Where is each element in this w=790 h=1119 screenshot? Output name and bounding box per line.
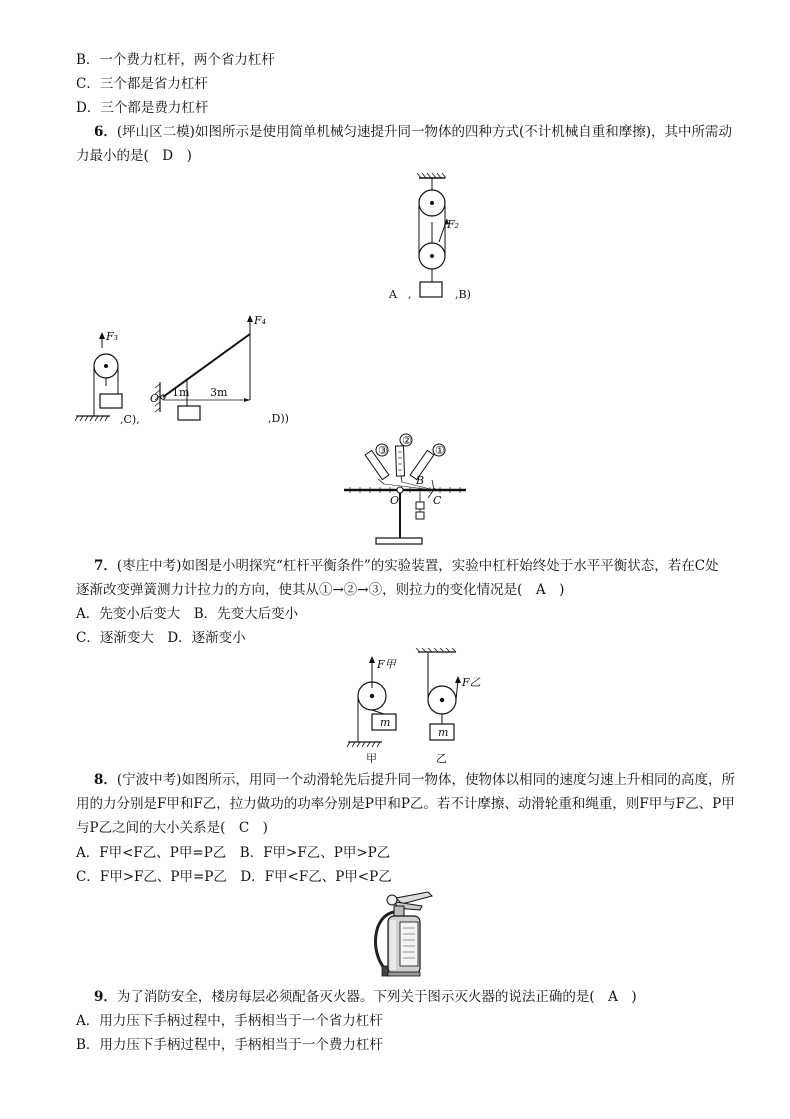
q6-label-f2: F₂: [447, 218, 460, 231]
q8-text: (宁波中考)如图所示，用同一个动滑轮先后提升同一物体，使物体以相同的速度匀速上升相同的高度，所: [116, 772, 735, 788]
q6-stem-line2: 力最小的是( D ): [76, 148, 192, 164]
q8-options-ab: A．F甲<F乙、P甲=P乙 B．F甲>F乙、P甲>P乙: [76, 845, 391, 861]
q8-label-m2: m: [438, 726, 449, 739]
q9-option-b: B．用力压下手柄过程中，手柄相当于一个费力杠杆: [76, 1037, 383, 1053]
q5-option-c: C．三个都是省力杠杆: [76, 76, 208, 92]
q8-label-f-jia: F甲: [377, 658, 396, 671]
q6-stem-line1: [94, 122, 732, 142]
q8-figure: [344, 648, 484, 766]
q6-label-f4: F₄: [254, 314, 267, 327]
q7-stem-line2: 逐渐改变弹簧测力计拉力的方向，使其从①→②→③，则拉力的变化情况是( A ): [76, 582, 565, 598]
q8-stem-line2: 用的力分别是F甲和F乙，拉力做功的功率分别是P甲和P乙。若不计摩擦、动滑轮重和绳重，则F甲与F乙、P甲: [76, 796, 735, 812]
q7-label-o: O: [390, 494, 400, 507]
q6-label-1m: 1m: [172, 386, 190, 399]
q7-label-circle3: ③: [378, 444, 388, 457]
q6-label-3m: 3m: [210, 386, 228, 399]
q8-label-yi: 乙: [436, 752, 447, 765]
q7-label-b: B: [416, 474, 425, 487]
q6-number: 6．: [94, 124, 117, 140]
q7-options-ab: A．先变小后变大 B．先变大后变小: [76, 606, 299, 622]
q9-stem-line1: [94, 987, 637, 1007]
q5-option-b: B．一个费力杠杆，两个省力杠杆: [76, 52, 275, 68]
q7-label-c: C: [433, 494, 442, 507]
q7-number: 7．: [94, 558, 117, 574]
q6-fig-a-label: A ,: [389, 288, 412, 301]
q6-label-o: O: [150, 392, 160, 405]
q6-text: (坪山区二模)如图所示是使用简单机械匀速提升同一物体的四种方式(不计机械自重和摩擦)，其中所需动: [116, 124, 732, 140]
q6-figure-ab: [385, 172, 495, 306]
q6-fig-d-label: ,D)): [268, 412, 289, 425]
q7-figure: [340, 432, 470, 548]
q7-label-circle2: ②: [402, 434, 412, 447]
q8-label-f-yi: F乙: [462, 676, 481, 689]
q8-stem-line1: [94, 770, 735, 790]
q8-label-jia: 甲: [366, 752, 377, 765]
q8-stem-line3: 与P乙之间的大小关系是( C ): [76, 820, 268, 836]
q8-label-m1: m: [380, 716, 391, 729]
q5-option-d: D．三个都是费力杠杆: [76, 100, 209, 116]
q6-fig-b-label: ,B): [455, 288, 471, 301]
q6-label-f3: F₃: [106, 330, 119, 343]
q6-figure-d: [150, 312, 300, 430]
q8-options-cd: C．F甲>F乙、P甲=P乙 D．F甲<F乙、P甲<P乙: [76, 869, 392, 885]
q9-option-a: A．用力压下手柄过程中，手柄相当于一个省力杠杆: [76, 1013, 383, 1029]
q8-number: 8．: [94, 772, 117, 788]
q6-fig-c-label: ,C),: [120, 413, 140, 426]
q7-stem-line1: [94, 556, 719, 576]
q9-figure-fire-extinguisher: [366, 888, 446, 980]
q7-options-cd: C．逐渐变大 D．逐渐变小: [76, 630, 246, 646]
q7-label-circle1: ①: [435, 444, 445, 457]
q9-text: 为了消防安全，楼房每层必须配备灭火器。下列关于图示灭火器的说法正确的是( A ): [116, 989, 637, 1005]
q9-number: 9．: [94, 989, 117, 1005]
q7-text: (枣庄中考)如图是小明探究“杠杆平衡条件”的实验装置，实验中杠杆始终处于水平平衡状态，若在C处: [116, 558, 719, 574]
